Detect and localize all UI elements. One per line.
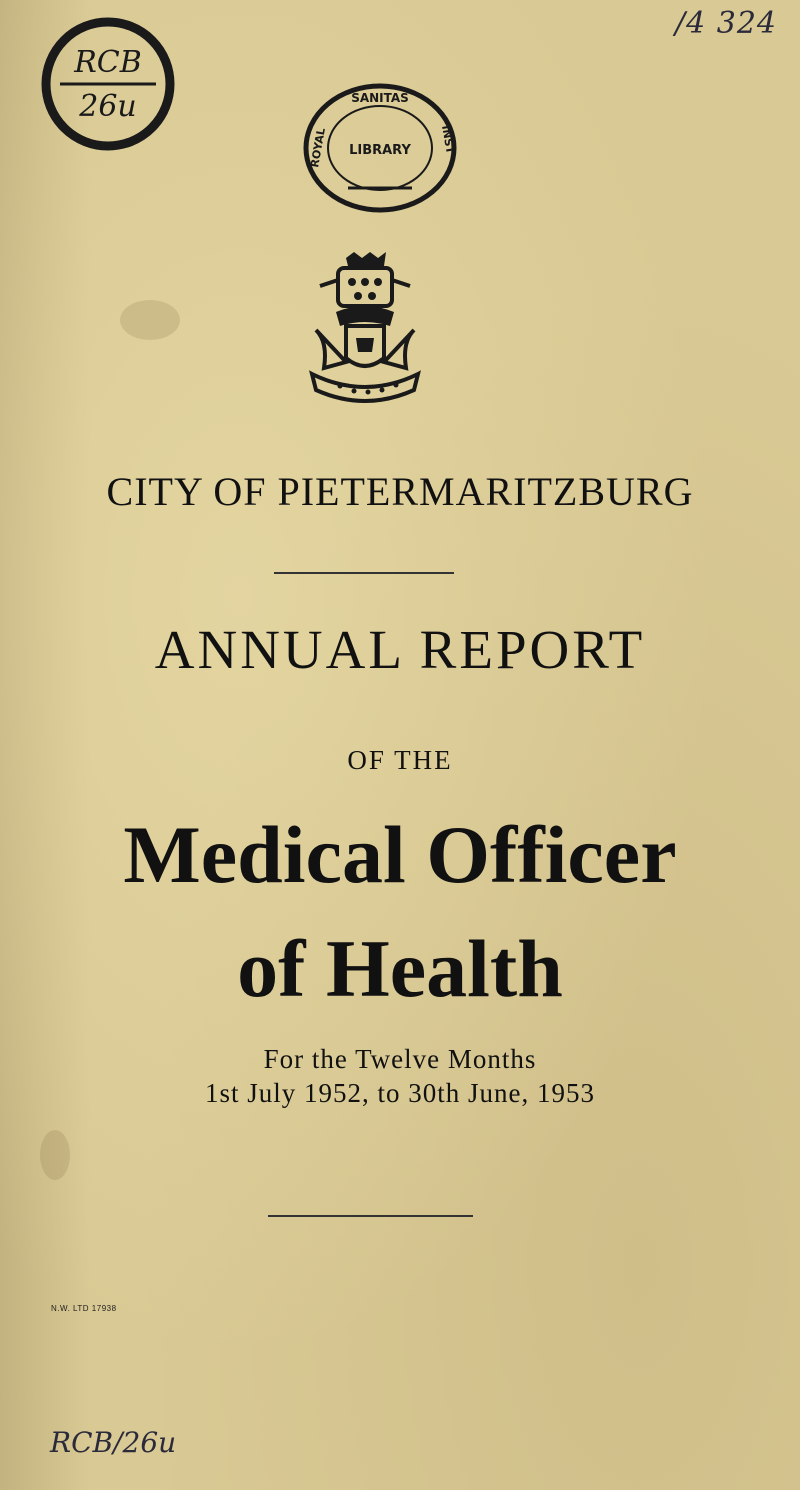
divider [268,1215,473,1217]
city-crest-icon [306,250,424,408]
library-stamp [300,78,460,218]
stamp-line-1: RCB [74,45,142,80]
paper-stain [120,300,180,340]
divider [274,572,454,574]
title-medical-officer: Medical Officer [123,809,677,900]
stamp-line-2: 26u [79,89,137,124]
period-label: For the Twelve Months [263,1044,537,1074]
stamp-library-left: ROYAL [308,126,328,169]
handwritten-shelfmark-bottom: RCB/26u [50,1426,177,1459]
stamp-library-right: INST [439,124,457,155]
title-of-the: OF THE [347,745,453,775]
city-name: CITY OF PIETERMARITZBURG [106,469,694,514]
handwritten-shelfmark-top: /4 324 [675,6,777,41]
printer-imprint: N.W. LTD 17938 [51,1304,117,1313]
collection-stamp [38,14,178,154]
stamp-library-center: LIBRARY [349,143,411,158]
title-of-health: of Health [237,923,563,1014]
paper-stain [40,1130,70,1180]
period-dates: 1st July 1952, to 30th June, 1953 [204,1078,595,1108]
title-annual-report: ANNUAL REPORT [154,619,646,680]
stamp-library-top: SANITAS [351,91,409,105]
